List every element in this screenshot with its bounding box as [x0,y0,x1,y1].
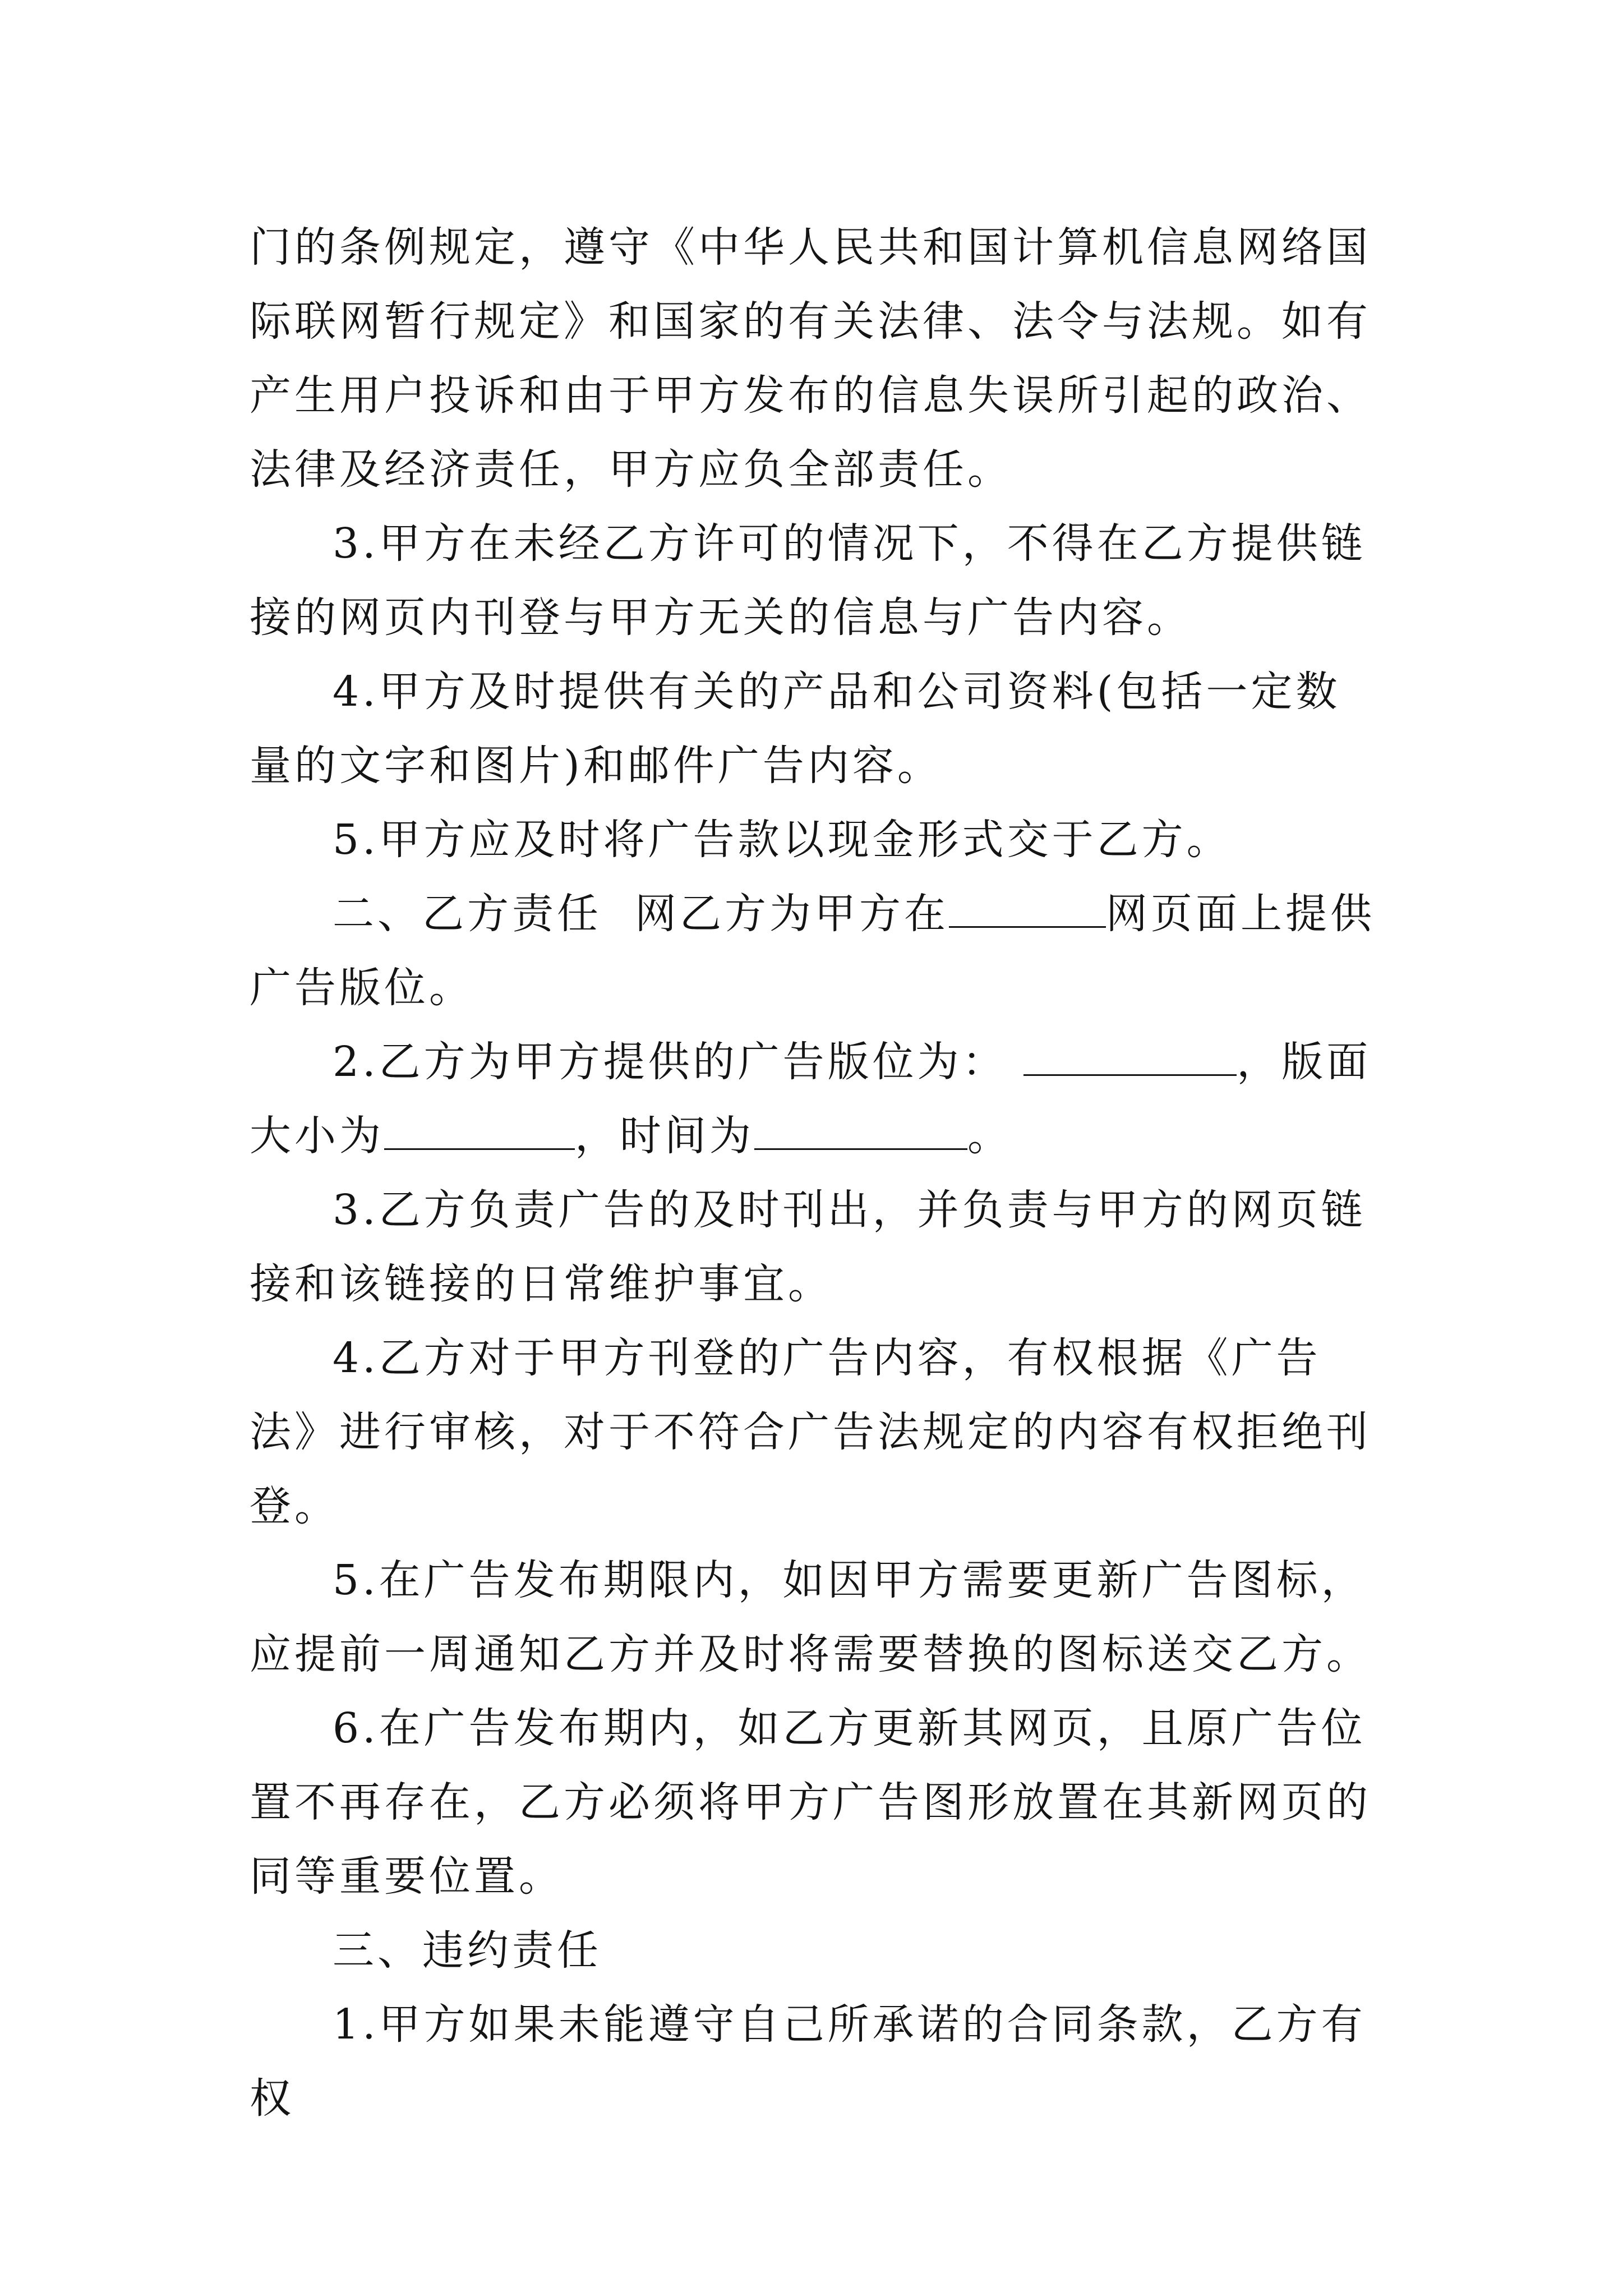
paragraph-party-b-item-5: 5.在广告发布期限内，如因甲方需要更新广告图标，应提前一周通知乙方并及时将需要替换的图标送交乙方。 [250,1556,1371,1678]
paragraph-party-b-item-4: 4.乙方对于甲方刊登的广告内容，有权根据《广告法》进行审核，对于不符合广告法规定的内容有权拒绝刊登。 [250,1334,1371,1530]
section-3-heading: 三、违约责任 [333,1926,602,1975]
paragraph-breach-item-1: 1.甲方如果未能遵守自己所承诺的合同条款，乙方有权 [250,2000,1366,2123]
paragraph-party-a-item-5: 5.甲方应及时将广告款以现金形式交于乙方。 [333,816,1232,864]
item-2-text-mid2: ，时间为 [575,1112,754,1160]
paragraph-continuation: 门的条例规定，遵守《中华人民共和国计算机信息网络国际联网暂行规定》和国家的有关法律、法令与法规。如有产生用户投诉和由于甲方发布的信息失误所引起的政治、法律及经济责任，甲方应负全部责任。 [250,223,1371,494]
paragraph-party-b-item-3: 3.乙方负责广告的及时刊出，并负责与甲方的网页链接和该链接的日常维护事宜。 [250,1186,1366,1308]
item-2-text-start: 2.乙方为甲方提供的广告版位为： [333,1038,1007,1086]
blank-ad-size-field [384,1109,575,1150]
section-2-heading [250,877,1377,1025]
blank-website-field [949,887,1106,928]
paragraph-party-a-item-3: 3.甲方在未经乙方许可的情况下，不得在乙方提供链接的网页内刊登与甲方无关的信息与广告内容。 [250,519,1366,642]
section-2-heading-text-end: 网页面上提供广告版位。 [250,890,1376,1012]
blank-ad-time-field [754,1109,967,1150]
paragraph-party-a-item-4: 4.甲方及时提供有关的产品和公司资料(包括一定数量的文字和图片)和邮件广告内容。 [250,668,1341,790]
paragraph-party-b-item-6: 6.在广告发布期内，如乙方更新其网页，且原广告位置不再存在，乙方必须将甲方广告图形放置在其新网页的同等重要位置。 [250,1704,1371,1901]
section-2-heading-text: 二、乙方责任 网乙方为甲方在 [333,890,949,938]
document-body [250,210,1377,2136]
paragraph-party-b-item-2 [250,1025,1377,1173]
item-2-text-end: 。 [967,1112,1012,1160]
item-2-text-mid1: ，版面大小为 [250,1038,1372,1160]
blank-ad-position-field [1023,1035,1237,1076]
